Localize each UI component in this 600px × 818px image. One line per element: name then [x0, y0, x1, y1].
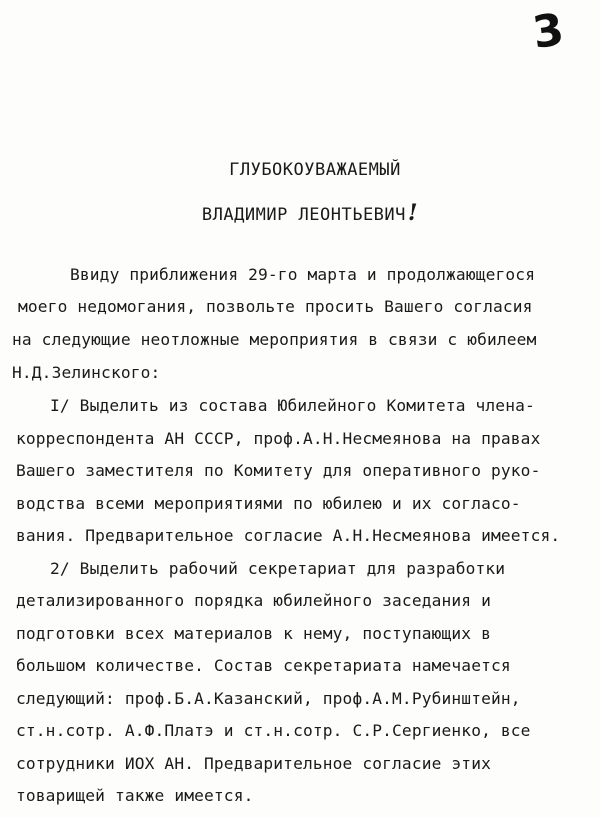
body-line: товарищей также имеется. — [16, 786, 254, 805]
body-line: Вашего заместителя по Комитету для оперативного руко- — [16, 461, 541, 480]
body-line: Ввиду приближения 29-го марта и продолжающегося — [70, 265, 536, 284]
salutation-line-2 — [0, 200, 600, 226]
body-line: подготовки всех материалов к нему, поступающих в — [16, 624, 491, 643]
body-line: Н.Д.Зелинского: — [12, 363, 161, 382]
body-line: следующий: проф.Б.А.Казанский, проф.А.М.Рубинштейн, — [16, 689, 521, 708]
body-line: моего недомогания, позвольте просить Вашего согласия — [18, 297, 533, 316]
body-line: большом количестве. Состав секретариата намечается — [16, 656, 511, 675]
body-line: вания. Предварительное согласие А.Н.Несмеянова имеется. — [16, 526, 561, 545]
body-line: детализированного порядка юбилейного заседания и — [16, 591, 491, 610]
body-line: ст.н.сотр. А.Ф.Платэ и ст.н.сотр. С.Р.Сергиенко, все — [16, 721, 531, 740]
body-line: водства всеми мероприятиями по юбилею и их согласо- — [16, 494, 521, 513]
body-line: сотрудники ИОХ АН. Предварительное согласие этих — [16, 754, 491, 773]
body-line: корреспондента АН СССР, проф.А.Н.Несмеянова на правах — [16, 429, 541, 448]
salutation-exclamation: ! — [407, 200, 419, 226]
body-line: I/ Выделить из состава Юбилейного Комитета члена- — [50, 396, 535, 415]
page-number: 3 — [529, 4, 568, 59]
salutation-line-1: ГЛУБОКОУВАЖАЕМЫЙ — [229, 160, 401, 180]
body-line: 2/ Выделить рабочий секретариат для разработки — [50, 559, 506, 578]
salutation-addressee: ВЛАДИМИР ЛЕОНТЬЕВИЧ — [201, 205, 406, 225]
body-line: на следующие неотложные мероприятия в связи с юбилеем — [12, 330, 537, 349]
